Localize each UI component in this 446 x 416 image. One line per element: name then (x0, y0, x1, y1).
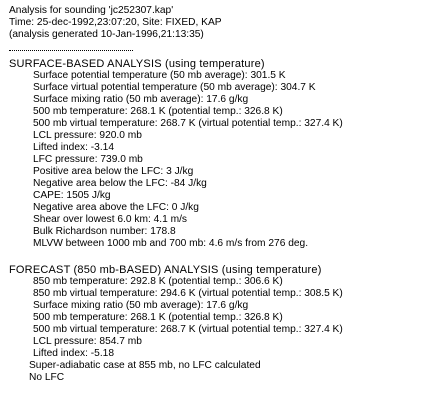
surface-line: Lifted index: -3.14 (33, 142, 114, 153)
header-divider (9, 50, 133, 51)
surface-line: Surface mixing ratio (50 mb average): 17.6 g/kg (33, 94, 249, 105)
surface-line: Surface potential temperature (50 mb average): 301.5 K (33, 70, 286, 81)
forecast-analysis-heading: FORECAST (850 mb-BASED) ANALYSIS (using temperature) (9, 264, 322, 276)
surface-line: 500 mb virtual temperature: 268.7 K (virtual potential temp.: 327.4 K) (33, 118, 343, 129)
surface-line: LFC pressure: 739.0 mb (33, 154, 143, 165)
surface-line: Surface virtual potential temperature (50 mb average): 304.7 K (33, 82, 316, 93)
forecast-line: 500 mb virtual temperature: 268.7 K (virtual potential temp.: 327.4 K) (33, 324, 343, 335)
surface-line: Negative area below the LFC: -84 J/kg (33, 178, 207, 189)
forecast-line: 500 mb temperature: 268.1 K (potential temp.: 326.8 K) (33, 312, 283, 323)
surface-line: Negative area above the LFC: 0 J/kg (33, 202, 199, 213)
surface-line: MLVW between 1000 mb and 700 mb: 4.6 m/s from 276 deg. (33, 238, 309, 249)
surface-line: Shear over lowest 6.0 km: 4.1 m/s (33, 214, 188, 225)
report-generated: (analysis generated 10-Jan-1996,21:13:35) (9, 29, 204, 40)
report-title: Analysis for sounding 'jc252307.kap' (9, 5, 174, 16)
surface-line: CAPE: 1505 J/kg (33, 190, 111, 201)
report-time-site: Time: 25-dec-1992,23:07:20, Site: FIXED, KAP (9, 17, 222, 28)
forecast-line: 850 mb temperature: 292.8 K (potential temp.: 306.6 K) (33, 276, 283, 287)
surface-analysis-heading: SURFACE-BASED ANALYSIS (using temperature) (9, 58, 265, 70)
surface-line: 500 mb temperature: 268.1 K (potential temp.: 326.8 K) (33, 106, 283, 117)
forecast-note: No LFC (29, 372, 65, 383)
forecast-line: Lifted index: -5.18 (33, 348, 114, 359)
forecast-line: 850 mb virtual temperature: 294.6 K (virtual potential temp.: 308.5 K) (33, 288, 343, 299)
surface-line: LCL pressure: 920.0 mb (33, 130, 142, 141)
surface-line: Bulk Richardson number: 178.8 (33, 226, 176, 237)
forecast-note: Super-adiabatic case at 855 mb, no LFC calculated (29, 360, 261, 371)
forecast-line: Surface mixing ratio (50 mb average): 17.6 g/kg (33, 300, 249, 311)
surface-line: Positive area below the LFC: 3 J/kg (33, 166, 194, 177)
forecast-line: LCL pressure: 854.7 mb (33, 336, 142, 347)
